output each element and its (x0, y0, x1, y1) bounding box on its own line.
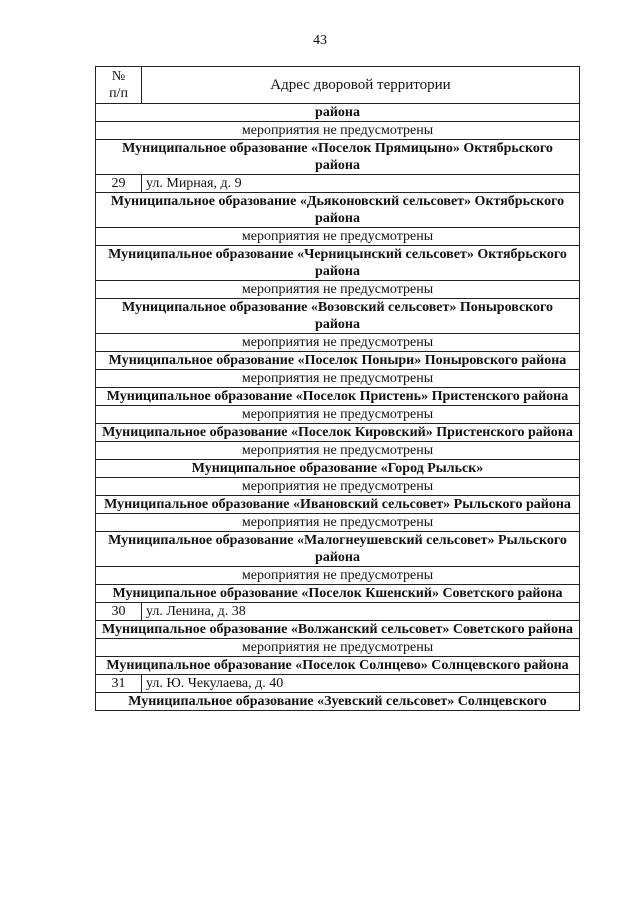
municipality-row (96, 496, 580, 514)
number-header-line2: п/п (109, 86, 128, 101)
row-number: 29 (96, 175, 142, 193)
municipality-heading: Муниципальное образование «Ивановский сельсовет» Рыльского района (96, 496, 580, 514)
municipality-row (96, 693, 580, 711)
municipality-heading: Муниципальное образование «Поселок Солнцево» Солнцевского района (96, 657, 580, 675)
row-number: 31 (96, 675, 142, 693)
municipality-heading: Муниципальное образование «Дьяконовский сельсовет» Октябрьского района (96, 193, 580, 228)
no-measures-note: мероприятия не предусмотрены (96, 122, 580, 140)
municipality-heading: района (96, 104, 580, 122)
table-header-row (96, 67, 580, 104)
no-measures-note: мероприятия не предусмотрены (96, 281, 580, 299)
row-number: 30 (96, 603, 142, 621)
note-row (96, 639, 580, 657)
municipality-row (96, 460, 580, 478)
municipality-row (96, 352, 580, 370)
address-cell: ул. Мирная, д. 9 (142, 175, 580, 193)
municipality-row (96, 140, 580, 175)
no-measures-note: мероприятия не предусмотрены (96, 228, 580, 246)
no-measures-note: мероприятия не предусмотрены (96, 639, 580, 657)
note-row (96, 406, 580, 424)
municipality-heading: Муниципальное образование «Волжанский сельсовет» Советского района (96, 621, 580, 639)
municipality-heading: Муниципальное образование «Поселок Поныри» Поныровского района (96, 352, 580, 370)
no-measures-note: мероприятия не предусмотрены (96, 334, 580, 352)
no-measures-note: мероприятия не предусмотрены (96, 567, 580, 585)
note-row (96, 370, 580, 388)
address-cell: ул. Ленина, д. 38 (142, 603, 580, 621)
municipality-row (96, 104, 580, 122)
municipality-row (96, 657, 580, 675)
note-row (96, 567, 580, 585)
no-measures-note: мероприятия не предусмотрены (96, 478, 580, 496)
address-table (95, 66, 580, 711)
address-column-header: Адрес дворовой территории (142, 67, 580, 104)
no-measures-note: мероприятия не предусмотрены (96, 406, 580, 424)
municipality-row (96, 585, 580, 603)
address-row (96, 675, 580, 693)
note-row (96, 514, 580, 532)
municipality-heading: Муниципальное образование «Возовский сельсовет» Поныровского района (96, 299, 580, 334)
note-row (96, 442, 580, 460)
number-header-line1: № (111, 69, 126, 84)
municipality-row (96, 621, 580, 639)
municipality-heading: Муниципальное образование «Город Рыльск» (96, 460, 580, 478)
municipality-heading: Муниципальное образование «Поселок Кировский» Пристенского района (96, 424, 580, 442)
address-cell: ул. Ю. Чекулаева, д. 40 (142, 675, 580, 693)
address-row (96, 603, 580, 621)
note-row (96, 334, 580, 352)
address-row (96, 175, 580, 193)
municipality-heading: Муниципальное образование «Малогнеушевский сельсовет» Рыльского района (96, 532, 580, 567)
municipality-row (96, 193, 580, 228)
municipality-row (96, 246, 580, 281)
municipality-row (96, 388, 580, 406)
municipality-row (96, 424, 580, 442)
table-body (96, 104, 580, 711)
municipality-row (96, 299, 580, 334)
note-row (96, 228, 580, 246)
note-row (96, 281, 580, 299)
no-measures-note: мероприятия не предусмотрены (96, 370, 580, 388)
municipality-heading: Муниципальное образование «Зуевский сельсовет» Солнцевского (96, 693, 580, 711)
municipality-heading: Муниципальное образование «Черницынский сельсовет» Октябрьского района (96, 246, 580, 281)
page-number: 43 (313, 33, 327, 48)
note-row (96, 478, 580, 496)
municipality-heading: Муниципальное образование «Поселок Прямицыно» Октябрьского района (96, 140, 580, 175)
municipality-heading: Муниципальное образование «Поселок Кшенский» Советского района (96, 585, 580, 603)
municipality-heading: Муниципальное образование «Поселок Пристень» Пристенского района (96, 388, 580, 406)
no-measures-note: мероприятия не предусмотрены (96, 442, 580, 460)
no-measures-note: мероприятия не предусмотрены (96, 514, 580, 532)
number-column-header (96, 67, 142, 104)
municipality-row (96, 532, 580, 567)
note-row (96, 122, 580, 140)
